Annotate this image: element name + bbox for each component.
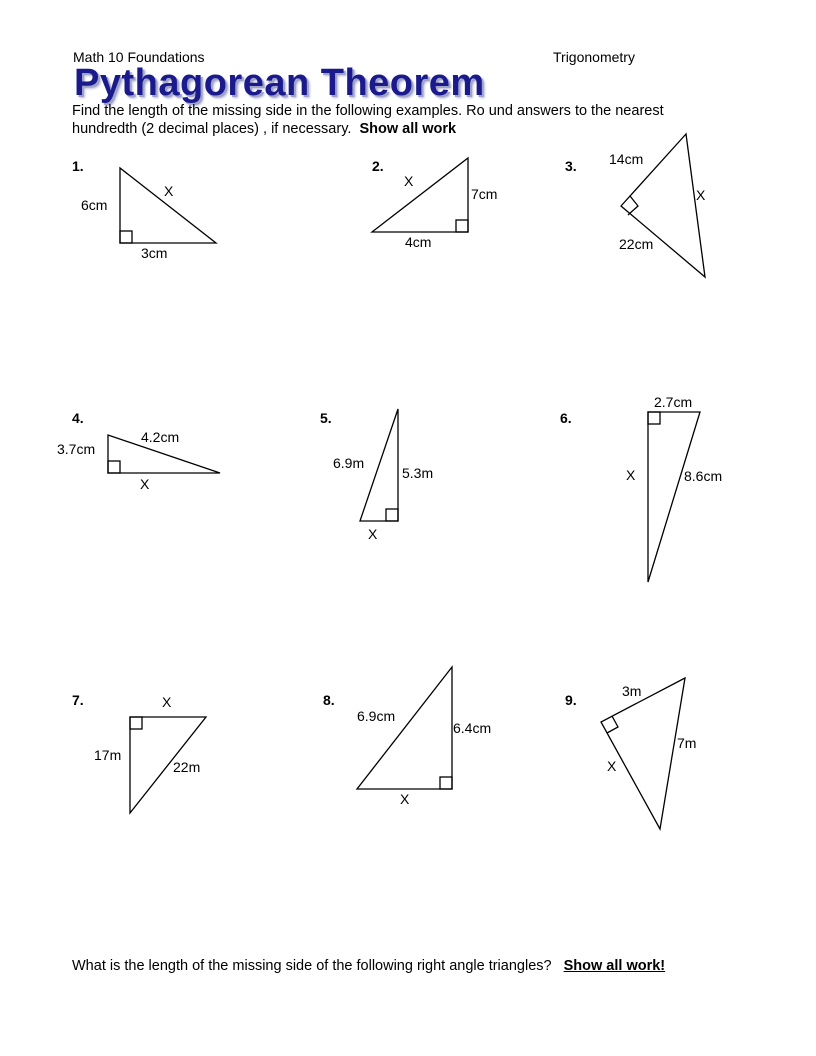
course-name: Math 10 Foundations bbox=[73, 49, 205, 65]
p6-unknown-x: X bbox=[626, 467, 636, 483]
triangle-8 bbox=[357, 667, 452, 789]
problem-number-7: 7. bbox=[72, 692, 84, 708]
problem-number-1: 1. bbox=[72, 158, 84, 174]
p9-unknown-x: X bbox=[607, 758, 617, 774]
p4-side-label: 3.7cm bbox=[57, 441, 96, 457]
problem-number-3: 3. bbox=[565, 158, 577, 174]
problem-number-9: 9. bbox=[565, 692, 577, 708]
triangle-5 bbox=[360, 409, 398, 521]
p8-side-label: 6.9cm bbox=[357, 708, 396, 724]
p4-unknown-x: X bbox=[140, 476, 150, 492]
p5-side-label: 6.9m bbox=[333, 455, 365, 471]
p2-side-label: 7cm bbox=[471, 186, 498, 202]
triangle-1 bbox=[120, 168, 216, 243]
p3-side-label: 22cm bbox=[619, 236, 654, 252]
triangle-2 bbox=[372, 158, 468, 232]
footer-question: What is the length of the missing side of the following right angle triangles? bbox=[72, 958, 552, 974]
right-angle-mark-7 bbox=[130, 717, 142, 729]
p2-unknown-x: X bbox=[404, 173, 414, 189]
p8-unknown-x: X bbox=[400, 791, 410, 807]
right-angle-mark-4 bbox=[108, 461, 120, 473]
p4-side-label: 4.2cm bbox=[141, 429, 180, 445]
problem-number-2: 2. bbox=[372, 158, 384, 174]
right-angle-mark-2 bbox=[456, 220, 468, 232]
problem-number-5: 5. bbox=[320, 410, 332, 426]
p6-side-label: 8.6cm bbox=[684, 468, 723, 484]
p8-side-label: 6.4cm bbox=[453, 720, 492, 736]
p3-side-label: 14cm bbox=[609, 151, 644, 167]
unit-name: Trigonometry bbox=[553, 49, 635, 65]
p5-unknown-x: X bbox=[368, 526, 378, 542]
p2-side-label: 4cm bbox=[405, 234, 432, 250]
triangle-6 bbox=[648, 412, 700, 582]
instructions-line-1: Find the length of the missing side in the following examples. Ro und answers to the nearest bbox=[72, 103, 664, 119]
page-title: Pythagorean Theorem bbox=[74, 62, 485, 104]
p9-side-label: 7m bbox=[677, 735, 697, 751]
p7-unknown-x: X bbox=[162, 694, 172, 710]
p5-side-label: 5.3m bbox=[402, 465, 434, 481]
right-angle-mark-6 bbox=[648, 412, 660, 424]
right-angle-mark-8 bbox=[440, 777, 452, 789]
p1-unknown-x: X bbox=[164, 183, 174, 199]
right-angle-mark-5 bbox=[386, 509, 398, 521]
problem-number-4: 4. bbox=[72, 410, 84, 426]
p9-side-label: 3m bbox=[622, 683, 642, 699]
p6-side-label: 2.7cm bbox=[654, 394, 693, 410]
instructions-line-2: hundredth (2 decimal places) , if necessary. bbox=[72, 121, 352, 137]
p3-unknown-x: X bbox=[696, 187, 706, 203]
problem-number-8: 8. bbox=[323, 692, 335, 708]
triangle-9 bbox=[601, 678, 685, 829]
right-angle-mark-3 bbox=[628, 196, 638, 215]
footer-show-work: Show all work! bbox=[563, 958, 666, 974]
problem-number-6: 6. bbox=[560, 410, 572, 426]
p7-side-label: 17m bbox=[94, 747, 122, 763]
show-work-note: Show all work bbox=[359, 121, 457, 137]
p1-side-label: 6cm bbox=[81, 197, 108, 213]
p1-side-label: 3cm bbox=[141, 245, 168, 261]
footer-question-wrap bbox=[72, 958, 665, 975]
right-angle-mark-1 bbox=[120, 231, 132, 243]
p7-side-label: 22m bbox=[173, 759, 201, 775]
